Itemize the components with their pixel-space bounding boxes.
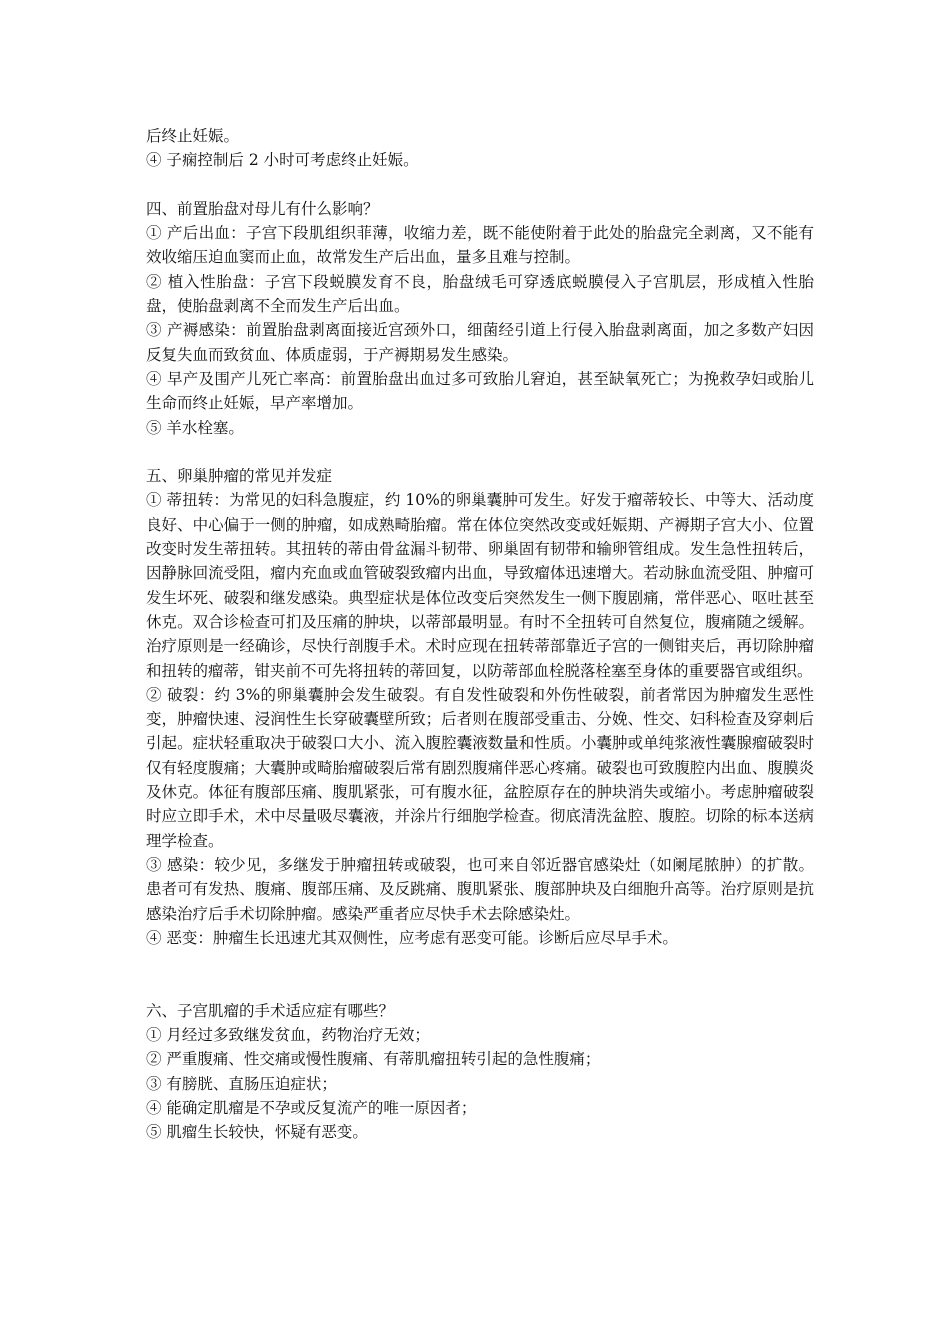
list-item: ③ 产褥感染：前置胎盘剥离面接近宫颈外口，细菌经引道上行侵入胎盘剥离面，加之多数产妇因反复失血而致贫血、体质虚弱，于产褥期易发生感染。 bbox=[146, 321, 814, 364]
paragraph-line: 后终止妊娠。 bbox=[146, 127, 240, 145]
list-item: ② 破裂：约 3%的卵巢囊肿会发生破裂。有自发性破裂和外伤性破裂，前者常因为肿瘤发生恶性变，肿瘤快速、浸润性生长穿破囊壁所致；后者则在腹部受重击、分娩、性交、妇科检查及穿刺后引起。症状轻重取决于破裂口大小、流入腹腔囊液数量和性质。小囊肿或单纯浆液性囊腺瘤破裂时仅有轻度腹痛；大囊肿或畸胎瘤破裂后常有剧烈腹痛伴恶心疼痛。破裂也可致腹腔内出血、腹膜炎及休克。体征有腹部压痛、腹肌紧张，可有腹水征，盆腔原存在的肿块消失或缩小。考虑肿瘤破裂时应立即手术，术中尽量吸尽囊液，并涂片行细胞学检查。彻底清洗盆腔、腹腔。切除的标本送病理学检查。 bbox=[146, 685, 814, 850]
section-heading: 五、卵巢肿瘤的常见并发症 bbox=[146, 467, 333, 486]
list-item: ③ 感染：较少见，多继发于肿瘤扭转或破裂，也可来自邻近器官感染灶（如阑尾脓肿）的扩散。患者可有发热、腹痛、腹部压痛、及反跳痛、腹肌紧张、腹部肿块及白细胞升高等。治疗原则是抗感染治疗后手术切除肿瘤。感染严重者应尽快手术去除感染灶。 bbox=[146, 855, 814, 923]
spacer bbox=[146, 440, 814, 464]
list-item: ③ 有膀胱、直肠压迫症状； bbox=[146, 1074, 337, 1093]
list-item: ① 产后出血：子宫下段肌组织菲薄，收缩力差，既不能使附着于此处的胎盘完全剥离，又不能有效收缩压迫血窦而止血，故常发生产后出血，量多且难与控制。 bbox=[146, 224, 814, 267]
list-item: ① 月经过多致继发贫血，药物治疗无效； bbox=[146, 1025, 430, 1044]
spacer bbox=[146, 950, 814, 999]
list-item: ④ 早产及围产儿死亡率高：前置胎盘出血过多可致胎儿窘迫，甚至缺氧死亡；为挽救孕妇或胎儿生命而终止妊娠，早产率增加。 bbox=[146, 369, 814, 413]
list-item: ② 植入性胎盘：子宫下段蜕膜发育不良，胎盘绒毛可穿透底蜕膜侵入子宫肌层，形成植入性胎盘，使胎盘剥离不全而发生产后出血。 bbox=[146, 272, 814, 316]
section-heading: 六、子宫肌瘤的手术适应症有哪些？ bbox=[146, 1001, 395, 1020]
list-item: ⑤ 肌瘤生长较快，怀疑有恶变。 bbox=[146, 1123, 368, 1142]
spacer bbox=[146, 173, 814, 197]
list-item: ④ 子痫控制后 2 小时可考虑终止妊娠。 bbox=[146, 151, 419, 170]
list-item: ⑤ 羊水栓塞。 bbox=[146, 418, 244, 437]
list-item: ② 严重腹痛、性交痛或慢性腹痛、有蒂肌瘤扭转引起的急性腹痛； bbox=[146, 1050, 601, 1069]
section-heading: 四、前置胎盘对母儿有什么影响？ bbox=[146, 199, 379, 218]
list-item: ④ 恶变：肿瘤生长迅速尤其双侧性，应考虑有恶变可能。诊断后应尽早手术。 bbox=[146, 928, 678, 947]
list-item: ④ 能确定肌瘤是不孕或反复流产的唯一原因者； bbox=[146, 1098, 477, 1117]
document-page bbox=[146, 124, 814, 1144]
list-item: ① 蒂扭转：为常见的妇科急腹症，约 10%的卵巢囊肿可发生。好发于瘤蒂较长、中等大、活动度良好、中心偏于一侧的肿瘤，如成熟畸胎瘤。常在体位突然改变或妊娠期、产褥期子宫大小、位置改变时发生蒂扭转。其扭转的蒂由骨盆漏斗韧带、卵巢固有韧带和输卵管组成。发生急性扭转后，因静脉回流受阻，瘤内充血或血管破裂致瘤内出血，导致瘤体迅速增大。若动脉血流受阻、肿瘤可发生坏死、破裂和继发感染。典型症状是体位改变后突然发生一侧下腹剧痛，常伴恶心、呕吐甚至休克。双合诊检查可扪及压痛的肿块，以蒂部最明显。有时不全扭转可自然复位，腹痛随之缓解。治疗原则是一经确诊，尽快行剖腹手术。术时应现在扭转蒂部靠近子宫的一侧钳夹后，再切除肿瘤和扭转的瘤蒂，钳夹前不可先将扭转的蒂回复，以防蒂部血栓脱落栓塞至身体的重要器官或组织。 bbox=[146, 491, 814, 680]
